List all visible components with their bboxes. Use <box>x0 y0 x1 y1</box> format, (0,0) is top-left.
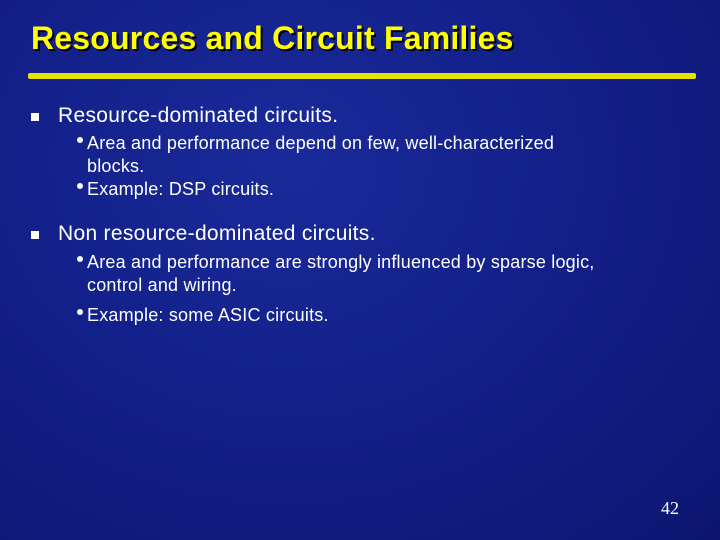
section-heading: Resource-dominated circuits. <box>58 104 339 127</box>
sub-bullet-line: Area and performance are strongly influenced by sparse logic, <box>87 252 595 272</box>
round-bullet-icon <box>77 183 83 189</box>
square-bullet-icon <box>31 113 39 121</box>
sub-bullet-line: blocks. <box>87 156 145 176</box>
round-bullet-icon <box>77 137 83 143</box>
page-number: 42 <box>661 498 679 518</box>
round-bullet-icon <box>77 309 83 315</box>
round-bullet-icon <box>77 256 83 262</box>
sub-bullet <box>87 132 554 178</box>
square-bullet-icon <box>31 231 39 239</box>
sub-bullet <box>87 251 594 297</box>
slide-title: Resources and Circuit Families <box>31 20 514 56</box>
sub-bullet-line: control and wiring. <box>87 275 237 295</box>
title-underline <box>28 73 696 79</box>
sub-bullet <box>87 178 274 201</box>
section-heading: Non resource-dominated circuits. <box>58 222 376 245</box>
sub-bullet-line: Area and performance depend on few, well-characterized <box>87 133 555 153</box>
sub-bullet-line: Example: DSP circuits. <box>87 179 275 199</box>
sub-bullet <box>87 304 329 327</box>
sub-bullet-line: Example: some ASIC circuits. <box>87 305 329 325</box>
